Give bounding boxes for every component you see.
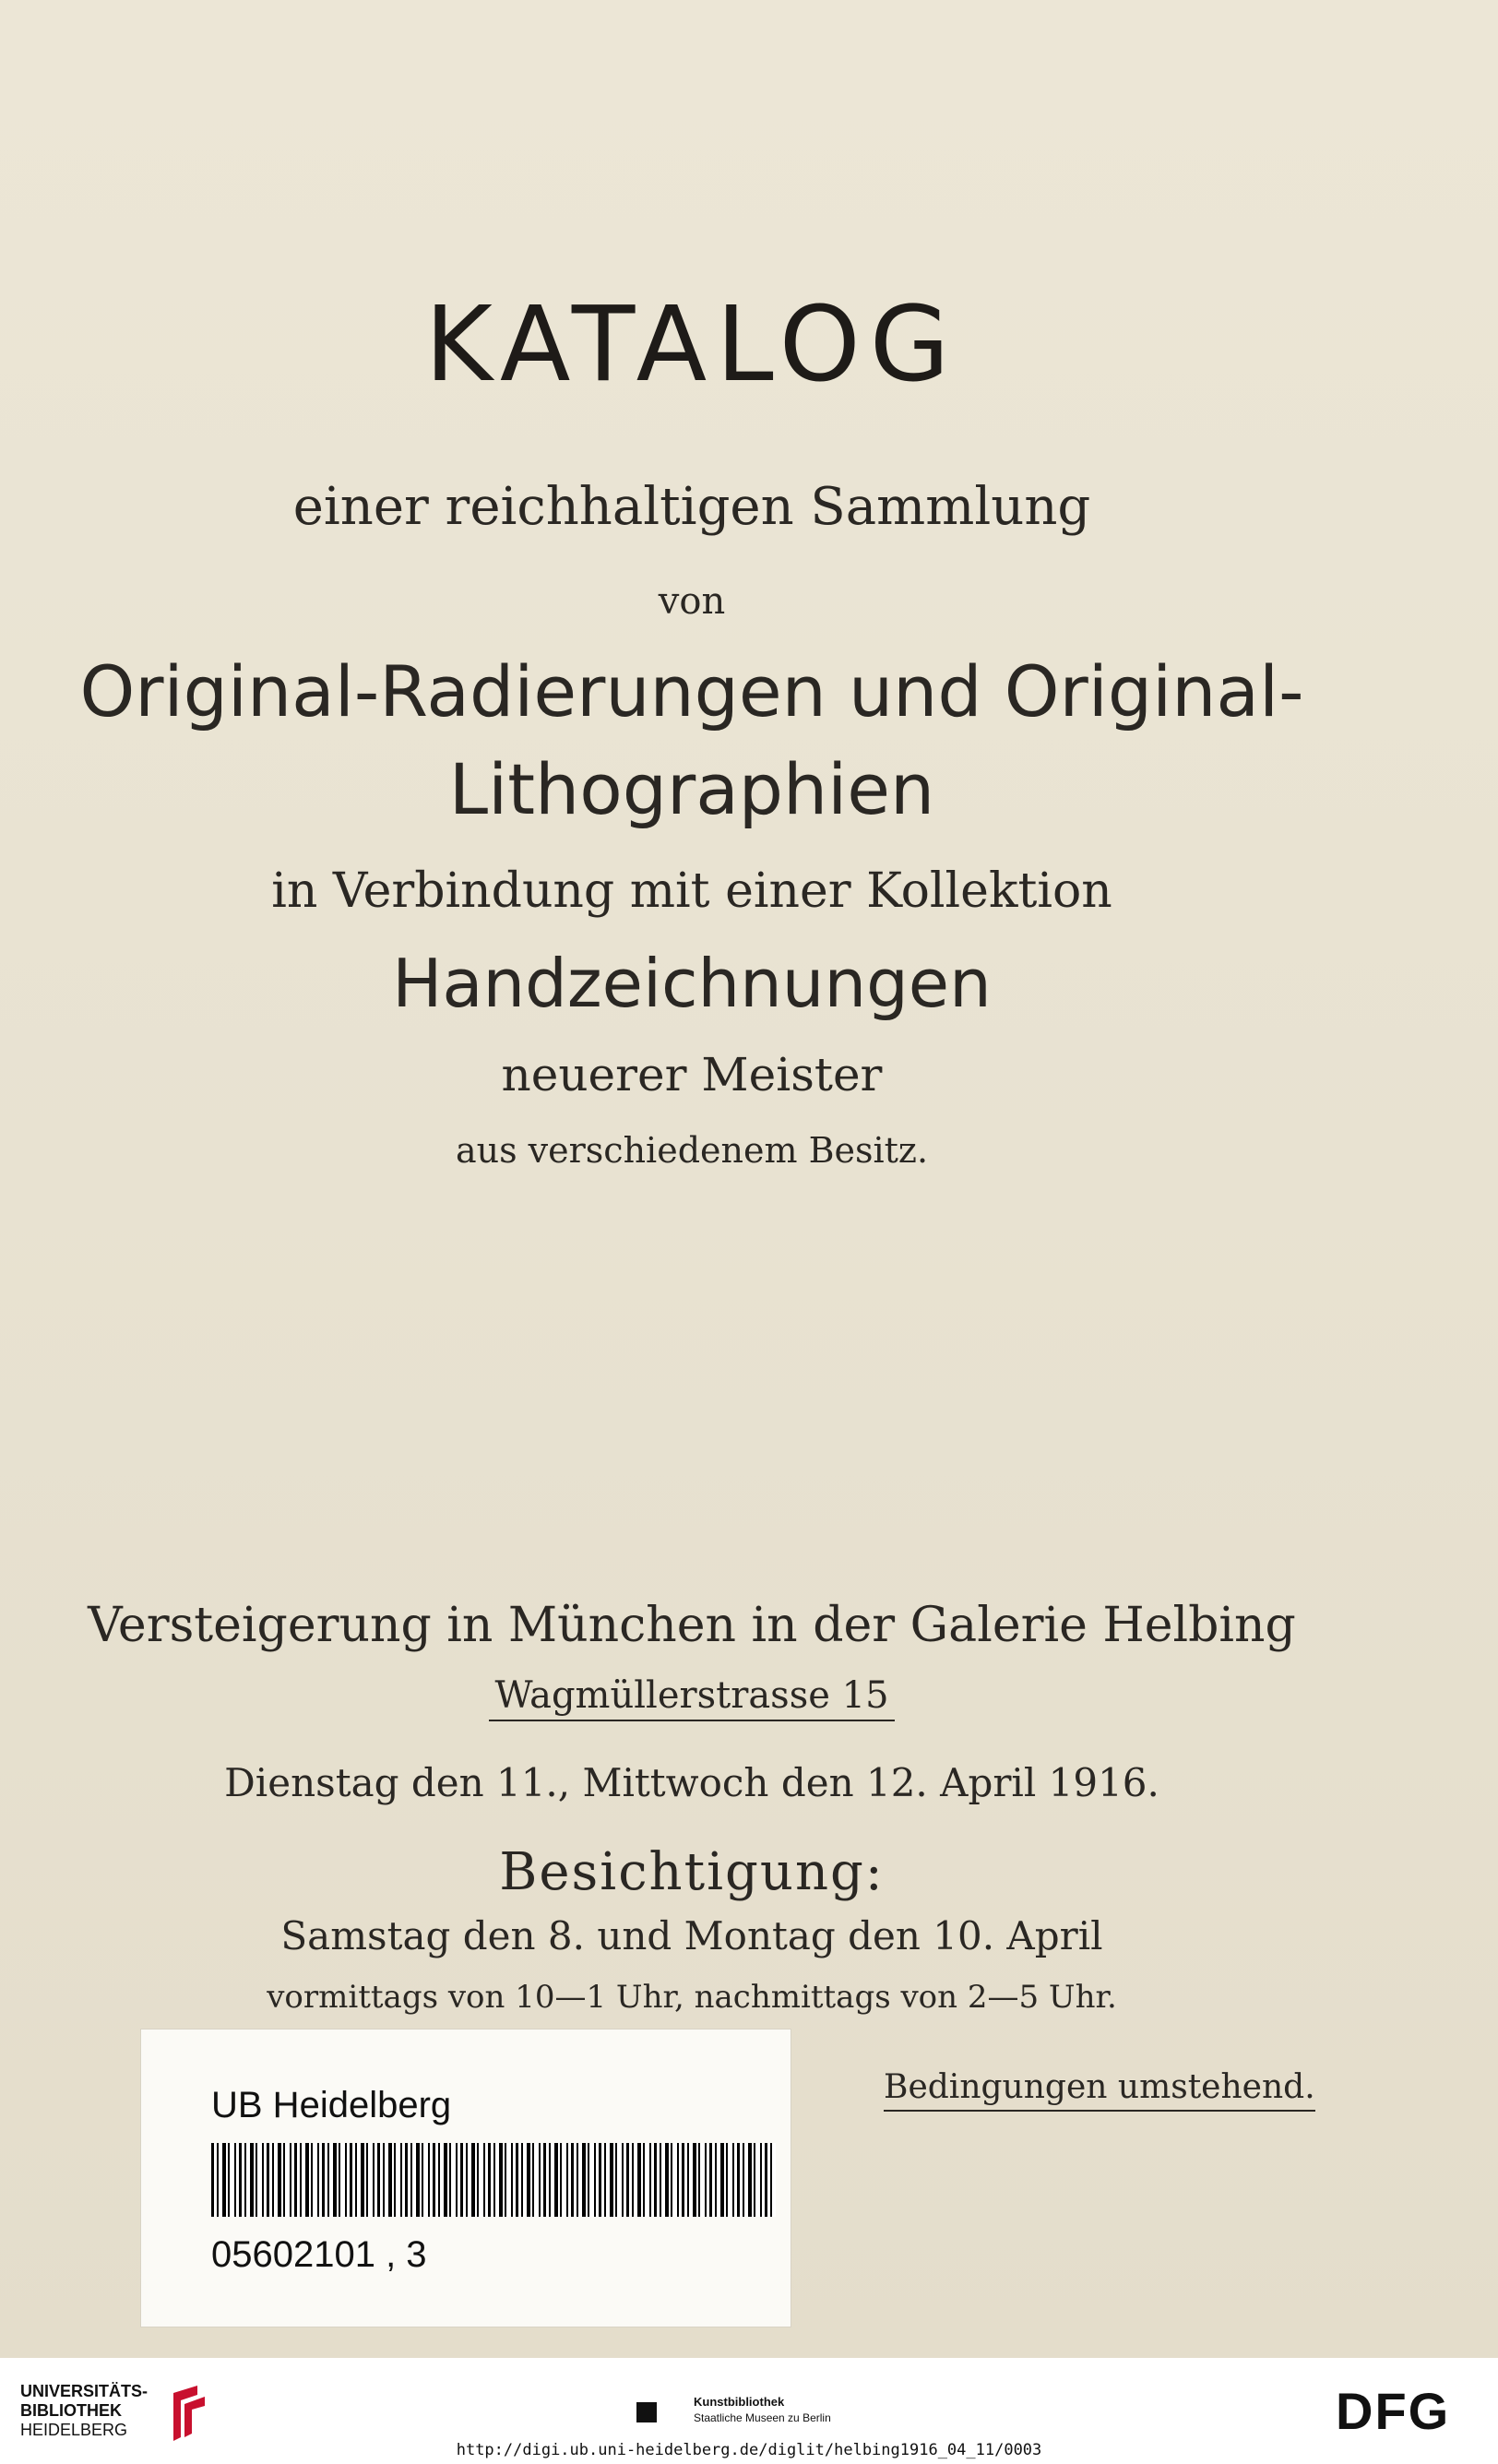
dfg-logo[interactable]: DFG xyxy=(1336,2382,1451,2440)
viewing-days: Samstag den 8. und Montag den 10. April xyxy=(280,1913,1103,1958)
heading-original-radierungen: Original-Radierungen und Original- xyxy=(79,650,1304,732)
label-number: 05602101 , 3 xyxy=(211,2234,427,2275)
kunstbibliothek-square-icon xyxy=(636,2402,657,2422)
viewing-heading: Besichtigung: xyxy=(499,1842,885,1902)
ub-logo-line2: BIBLIOTHEK xyxy=(20,2401,122,2420)
catalog-title: KATALOG xyxy=(424,285,959,405)
viewing-hours: vormittags von 10—1 Uhr, nachmittags von 2—5 Uhr. xyxy=(267,1979,1117,2016)
auction-address-row xyxy=(0,1674,1384,1721)
ub-logo-line1: UNIVERSITÄTS- xyxy=(20,2382,149,2400)
subtitle-kollektion: in Verbindung mit einer Kollektion xyxy=(271,863,1112,919)
ub-logo-line3: HEIDELBERG xyxy=(20,2421,128,2439)
heading-handzeichnungen: Handzeichnungen xyxy=(392,945,992,1022)
ub-logo-mark-icon xyxy=(164,2382,210,2446)
page-url-link[interactable]: http://digi.ub.uni-heidelberg.de/diglit/helbing1916_04_11/0003 xyxy=(456,2441,1042,2459)
barcode xyxy=(211,2143,776,2217)
auction-address: Wagmüllerstrasse 15 xyxy=(489,1677,894,1721)
auction-location: Versteigerung in München in der Galerie Helbing xyxy=(88,1598,1296,1653)
label-title: UB Heidelberg xyxy=(211,2085,452,2125)
conditions-note: Bedingungen umstehend. xyxy=(884,2071,1315,2112)
heading-lithographien: Lithographien xyxy=(448,748,935,830)
kb-line2: Staatliche Museen zu Berlin xyxy=(694,2411,831,2424)
auction-dates: Dienstag den 11., Mittwoch den 12. April 1916. xyxy=(224,1760,1159,1805)
kb-line1: Kunstbibliothek xyxy=(694,2395,785,2409)
library-label xyxy=(140,2029,791,2327)
subtitle-besitz: aus verschiedenem Besitz. xyxy=(455,1130,929,1171)
subtitle-meister: neuerer Meister xyxy=(501,1048,883,1101)
subtitle-collection: einer reichhaltigen Sammlung xyxy=(292,477,1091,537)
subtitle-von: von xyxy=(658,580,726,623)
